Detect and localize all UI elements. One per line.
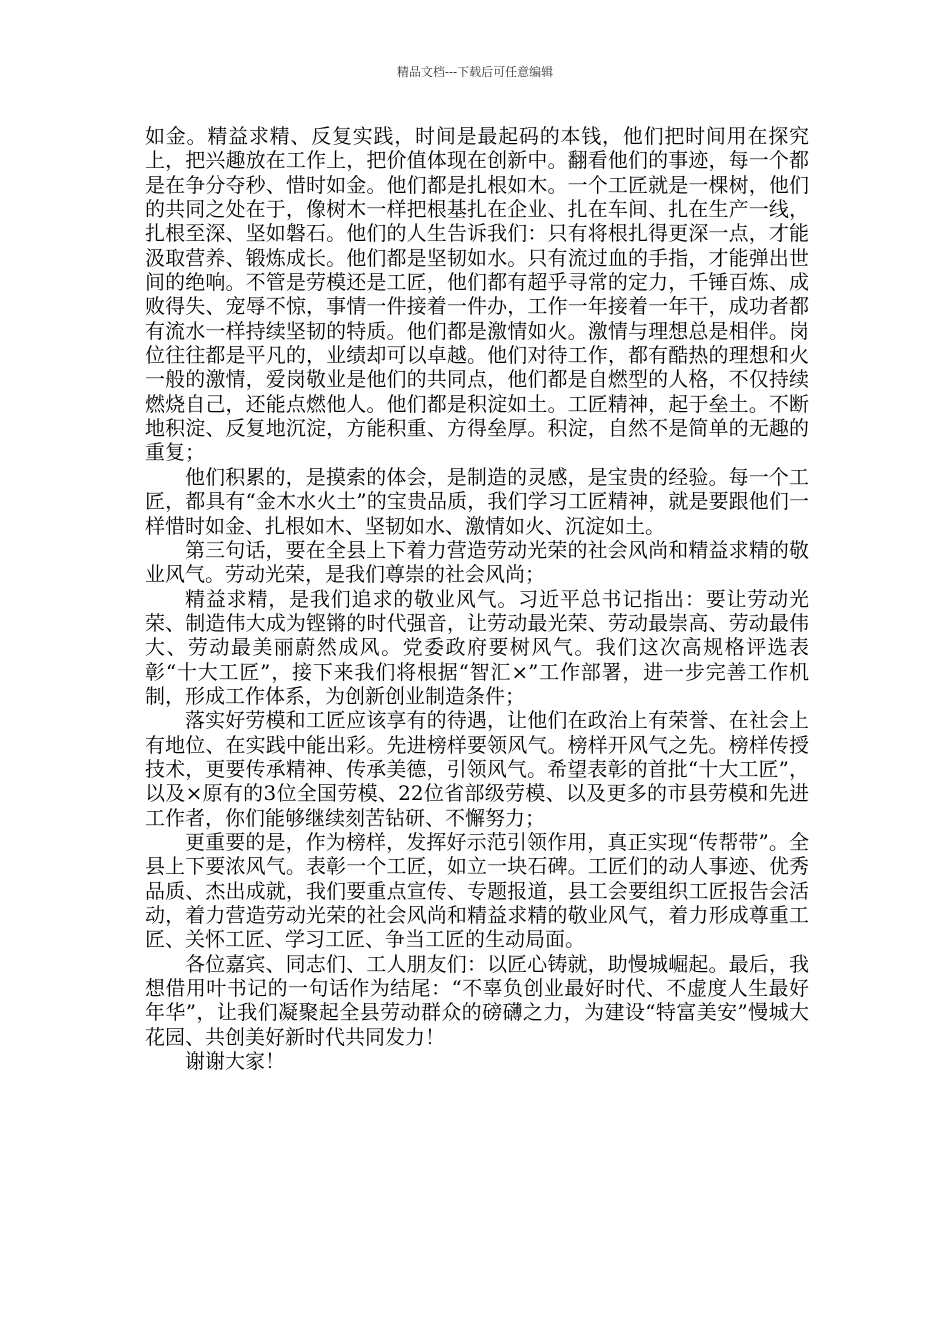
paragraph: 落实好劳模和工匠应该享有的待遇，让他们在政治上有荣誉、在社会上有地位、在实践中能出彩。先进榜样要领风气。榜样开风气之先。榜样传授技术，更要传承精神、传承美德，引领风气。希望表彰的首批“十大工匠”，以及×原有的3位全国劳模、22位省部级劳模、以及更多的市县劳模和先进工作者，你们能够继续刻苦钻研、不懈努力；: [145, 708, 809, 830]
paragraph: 谢谢大家！: [185, 1049, 285, 1074]
paragraph: 精益求精，是我们追求的敬业风气。习近平总书记指出：要让劳动光荣、制造伟大成为铿锵的时代强音，让劳动最光荣、劳动最崇高、劳动最伟大、劳动最美丽蔚然成风。党委政府要树风气。我们这次高规格评选表彰“十大工匠”，接下来我们将根据“智汇×”工作部署，进一步完善工作机制，形成工作体系，为创新创业制造条件；: [145, 586, 809, 708]
paragraph: 更重要的是，作为榜样，发挥好示范引领作用，真正实现“传帮带”。全县上下要浓风气。表彰一个工匠，如立一块石碑。工匠们的动人事迹、优秀品质、杰出成就，我们要重点宣传、专题报道，县工会要组织工匠报告会活动，着力营造劳动光荣的社会风尚和精益求精的敬业风气，着力形成尊重工匠、关怀工匠、学习工匠、争当工匠的生动局面。: [145, 829, 809, 952]
page-header: 精品文档---下载后可任意编辑: [396, 65, 554, 79]
paragraph: 第三句话，要在全县上下着力营造劳动光荣的社会风尚和精益求精的敬业风气。劳动光荣，是我们尊崇的社会风尚；: [145, 537, 809, 587]
paragraph: 如金。精益求精、反复实践，时间是最起码的本钱，他们把时间用在探究上，把兴趣放在工作上，把价值体现在创新中。翻看他们的事迹，每一个都是在争分夺秒、惜时如金。他们都是扎根如木。一个工匠就是一棵树，他们的共同之处在于，像树木一样把根基扎在企业、扎在车间、扎在生产一线，扎根至深、坚如磐石。他们的人生告诉我们：只有将根扎得更深一点，才能汲取营养、锻炼成长。他们都是坚韧如水。只有流过血的手指，才能弹出世间的绝响。不管是劳模还是工匠，他们都有超乎寻常的定力，千锤百炼、成败得失、宠辱不惊，事情一件接着一件办，工作一年接着一年干，成功者都有流水一样持续坚韧的特质。他们都是激情如火。激情与理想总是相伴。岗位往往都是平凡的，业绩却可以卓越。他们对待工作，都有酷热的理想和火一般的激情，爱岗敬业是他们的共同点，他们都是自燃型的人格，不仅持续燃烧自己，还能点燃他人。他们都是积淀如土。工匠精神，起于垒土。不断地积淀、反复地沉淀，方能积重、方得垒厚。积淀，自然不是简单的无趣的重复；: [145, 124, 809, 465]
paragraph: 各位嘉宾、同志们、工人朋友们：以匠心铸就，助慢城崛起。最后，我想借用叶书记的一句话作为结尾：“不辜负创业最好时代、不虚度人生最好年华”，让我们凝聚起全县劳动群众的磅礴之力，为建设“特富美安”慢城大花园、共创美好新时代共同发力！: [145, 951, 809, 1049]
document-body: [145, 124, 809, 1073]
paragraph: 他们积累的，是摸索的体会，是制造的灵感，是宝贵的经验。每一个工匠，都具有“金木水火土”的宝贵品质，我们学习工匠精神，就是要跟他们一样惜时如金、扎根如木、坚韧如水、激情如火、沉淀如土。: [145, 464, 809, 538]
